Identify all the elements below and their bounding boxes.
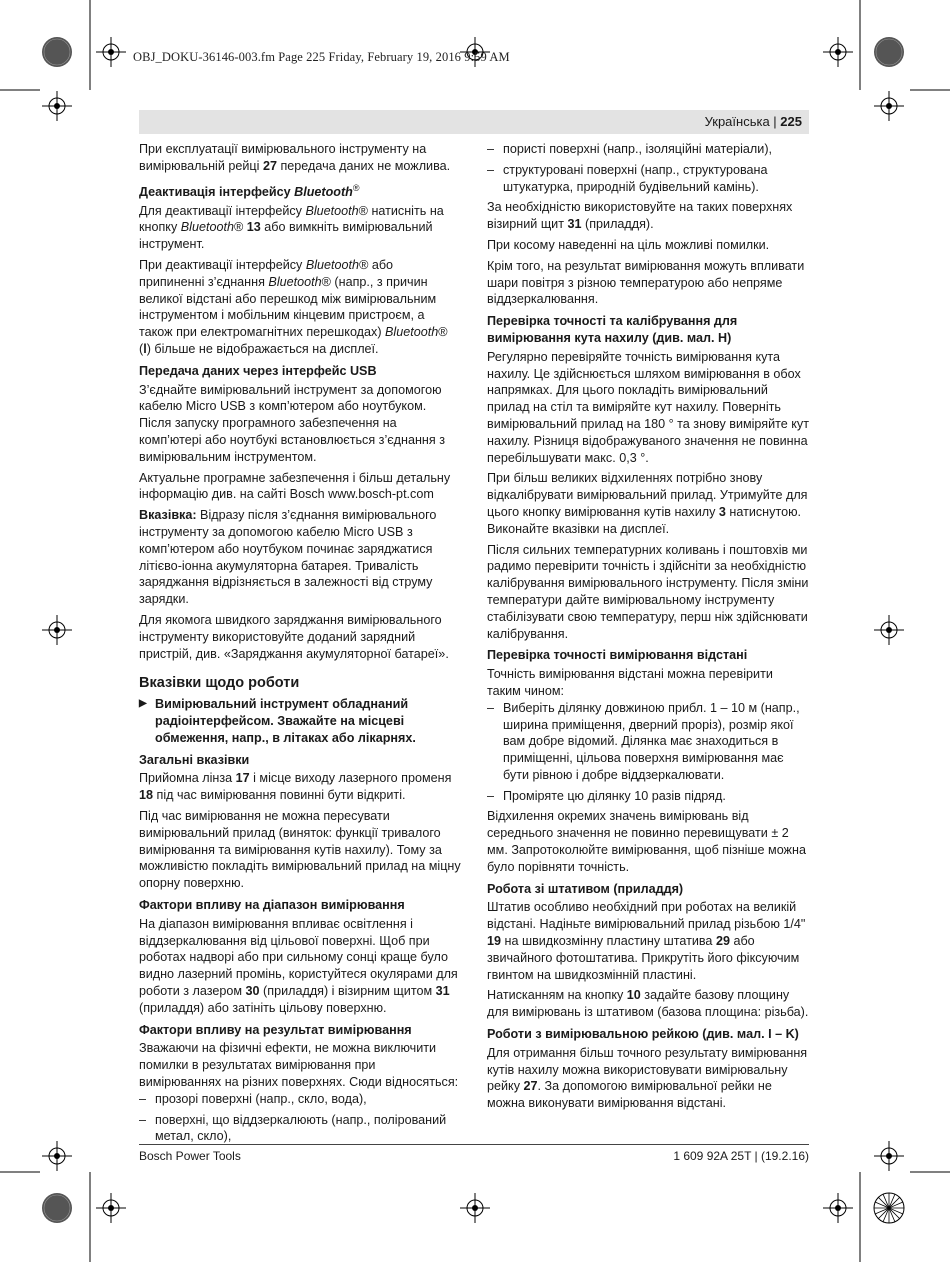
paragraph: Для деактивації інтерфейсу Bluetooth® натисніть на кнопку Bluetooth® 13 або вимкніть вимірювальний інструмент. — [139, 203, 444, 252]
page-header: Українська | 225 — [704, 114, 802, 129]
paragraph: Натисканням на кнопку 10 задайте базову площину для вимірювань із штативом (базова площина: різьба). — [487, 988, 809, 1020]
paragraph: З’єднайте вимірювальний інструмент за допомогою кабелю Micro USB з комп’ютером або ноутбуком. Після запуску програмного забезпечення на комп’ютері або ноутбукі встановлюється з’єднання з вимірювальним інструментом. — [139, 382, 445, 464]
paragraph: За необхідністю використовуйте на таких поверхнях візирний щит 31 (приладдя). — [487, 200, 793, 232]
list-item: – поверхні, що віддзеркалюють (напр., полірований метал, скло), — [139, 1112, 461, 1146]
footer-rule — [139, 1144, 809, 1145]
paragraph: На діапазон вимірювання впливає освітлення і віддзеркалювання від цільової поверхні. Щоб при роботах надворі або при сильному сонці краще було видно лазерний промінь, користуйтеся окулярами для роботи з лазером 30 (приладдя) і візирним щитом 31 (приладдя) або затініть цільову поверхню. — [139, 916, 458, 1015]
paragraph: Регулярно перевіряйте точність вимірювання кута нахилу. Це здійснюється шляхом вимірювання в обох напрямках. Для цього покладіть вимірювальний прилад на стіл та виміряйте кут нахилу. Поверніть вимірювальний прилад на 180 ° та знову виміряйте кут нахилу. Різниця відображуваного значення не повинна перебільшувати макс. 0,3 °. — [487, 349, 809, 465]
file-slug: OBJ_DOKU-36146-003.fm Page 225 Friday, February 19, 2016 9:59 AM — [133, 50, 510, 64]
footer-doc-number: 1 609 92A 25T | (19.2.16) — [673, 1149, 809, 1163]
paragraph: При більш великих відхиленнях потрібно знову відкалібрувати вимірювальний прилад. Утримуйте для цього кнопку вимірювання кутів нахилу 3 натиснутою. Виконайте вказівки на дисплеї. — [487, 471, 808, 536]
paragraph: При косому наведенні на ціль можливі помилки. — [487, 237, 770, 252]
safety-warning: ▶ Вимірювальний інструмент обладнаний радіоінтерфейсом. Зважайте на місцеві обмеження, напр., в літаках або лікарнях. — [139, 696, 461, 746]
section-heading: Перевірка точності вимірювання відстані — [487, 648, 748, 663]
section-heading: Перевірка точності та калібрування для вимірювання кута нахилу (див. мал. H) — [487, 314, 738, 345]
section-heading: Робота зі штативом (приладдя) — [487, 881, 684, 896]
paragraph: Штатив особливо необхідний при роботах на великій відстані. Надіньте вимірювальний прилад різьбою 1/4" 19 на швидкозмінну пластину штатива 29 або звичайного фотоштатива. Прикрутіть його фіксуючим гвинтом на швидкозмінній пластині. — [487, 900, 806, 982]
list-item: – Виберіть ділянку довжиною прибл. 1 – 10 м (напр., ширина приміщення, дверний проріз), розмір якої вам добре відомий. Ділянка має знаходиться в приміщенні, цільова поверхня вимірювання має бути рівною і добре віддзеркалювати. — [487, 700, 809, 784]
section-heading: Деактивація інтерфейсу Bluetooth® — [139, 182, 360, 199]
paragraph: Для якомога швидкого заряджання вимірювального інструменту використовуйте доданий зарядний пристрій, див. «Заряджання акумуляторної батареї». — [139, 612, 449, 661]
header-language: Українська — [704, 114, 770, 129]
section-heading: Передача даних через інтерфейс USB — [139, 363, 377, 378]
footer-brand: Bosch Power Tools — [139, 1149, 241, 1163]
section-heading: Фактори впливу на діапазон вимірювання — [139, 898, 405, 913]
paragraph: Прийомна лінза 17 і місце виходу лазерного променя 18 під час вимірювання повинні бути відкриті. — [139, 771, 452, 803]
paragraph: Точність вимірювання відстані можна перевірити таким чином: — [487, 667, 773, 698]
paragraph: Для отримання більш точного результату вимірювання кутів нахилу можна використовувати вимірювальну рейку 27. За допомогою вимірювальної рейки не можна виконувати вимірювання відстані. — [487, 1045, 808, 1111]
paragraph: Після сильних температурних коливань і поштовхів ми радимо перевірити точність і здійсніти за необхідністю калібрування вимірювального інструменту. Після зміни температури дайте вимірювальному інструменту стабілізувати свою температуру, перш ніж здійснювати калібрування. — [487, 542, 809, 641]
left-column — [139, 141, 461, 1149]
list-item: – Проміряте цю ділянку 10 разів підряд. — [487, 788, 809, 805]
paragraph: При деактивації інтерфейсу Bluetooth® або припиненні з’єднання Bluetooth® (напр., з причин великої відстані або перешкод між вимірювальним інструментом і мобільним кінцевим пристроєм, а також при електромагнітних перешкодах) Bluetooth® (l) більше не відображається на дисплеї. — [139, 257, 448, 356]
section-heading: Фактори впливу на результат вимірювання — [139, 1022, 412, 1037]
note-paragraph: Вказівка: Відразу після з’єднання вимірювального інструменту за допомогою кабелю Micro USB з комп’ютером або ноутбуком починає заряджатися літієво-іонна акумуляторна батарея. Тривалість заряджання відрізняється в залежності від струму зарядки. — [139, 508, 437, 607]
list-item: – прозорі поверхні (напр., скло, вода), — [139, 1091, 461, 1108]
section-heading: Роботи з вимірювальною рейкою (див. мал. I – K) — [487, 1027, 799, 1042]
paragraph: Зважаючи на фізичні ефекти, не можна виключити помилки в результатах вимірювання при вимірюваннях на різних поверхнях. Сюди відносяться: — [139, 1041, 459, 1090]
paragraph: Під час вимірювання не можна пересувати вимірювальний прилад (виняток: функції тривалого вимірювання та вимірювання кутів нахилу). Тому за можливістю покладіть вимірювальний прилад на міцну опорну поверхню. — [139, 809, 461, 891]
page-number: 225 — [780, 114, 802, 129]
paragraph: При експлуатації вимірювального інструменту на вимірювальній рейці 27 передача даних не можлива. — [139, 142, 451, 173]
section-heading: Загальні вказівки — [139, 752, 250, 767]
list-item: – структуровані поверхні (напр., структурована штукатурка, природній будівельний камінь). — [487, 162, 809, 196]
list-item: – пористі поверхні (напр., ізоляційні матеріали), — [487, 141, 809, 158]
paragraph: Крім того, на результат вимірювання можуть впливати шари повітря з різною температурою або непряме віддзеркалювання. — [487, 258, 805, 307]
paragraph: Актуальне програмне забезпечення і більш детальну інформацію див. на сайті Bosch www.bosch-pt.com — [139, 470, 451, 502]
paragraph: Відхилення окремих значень вимірювань від середнього значення не повинно перевищувати ± 2 мм. Запротоколюйте вимірювання, щоб пізніше можна було порівняти точність. — [487, 809, 806, 874]
right-column — [487, 141, 809, 1116]
chapter-heading: Вказівки щодо роботи — [139, 675, 300, 692]
